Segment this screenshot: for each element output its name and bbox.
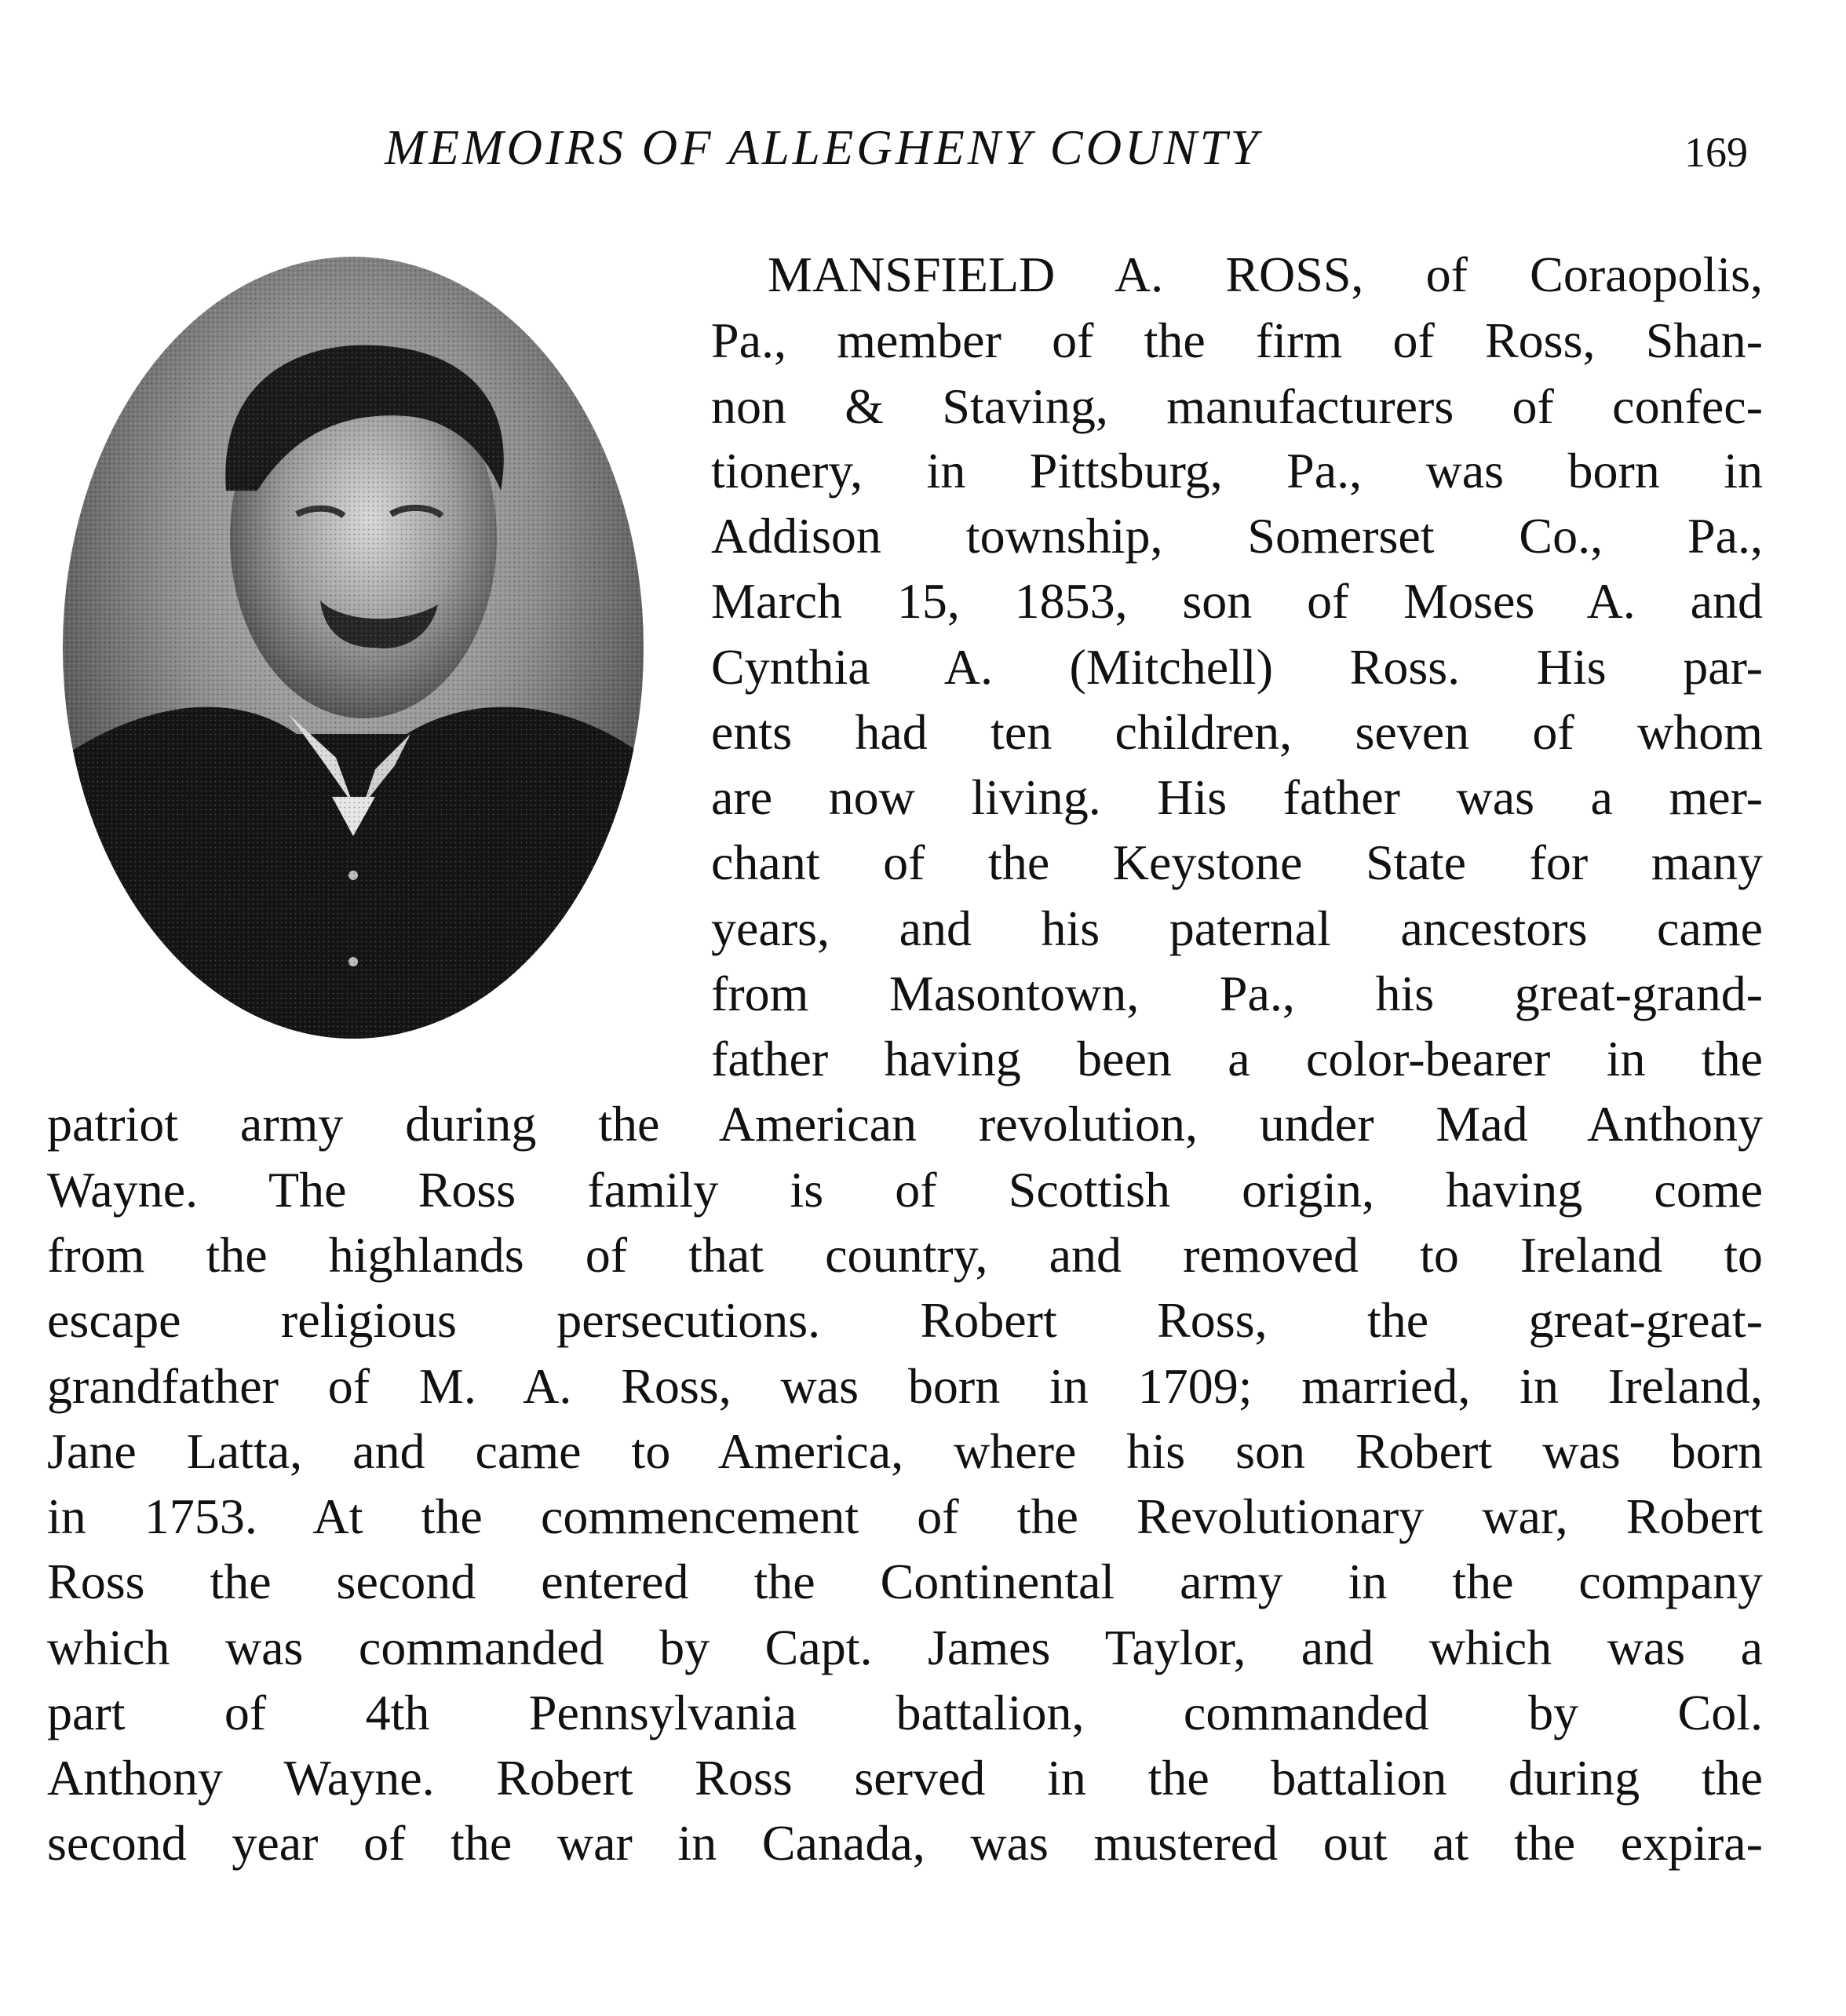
text-line-5: Addison township, Somerset Co., Pa., bbox=[711, 508, 1763, 564]
text-line-15: Wayne. The Ross family is of Scottish origin, having come bbox=[47, 1162, 1763, 1218]
text-line-3: non & Staving, manufacturers of confec- bbox=[711, 378, 1763, 434]
text-line-4: tionery, in Pittsburg, Pa., was born in bbox=[711, 443, 1763, 499]
text-line-9: are now living. His father was a mer- bbox=[711, 769, 1763, 825]
text-line-19: Jane Latta, and came to America, where his son Robert was born bbox=[47, 1423, 1763, 1479]
text-line-23: part of 4th Pennsylvania battalion, commanded by Col. bbox=[47, 1685, 1763, 1740]
page-number: 169 bbox=[1684, 129, 1748, 176]
text-line-14: patriot army during the American revolution, under Mad Anthony bbox=[47, 1096, 1763, 1152]
text-line-22: which was commanded by Capt. James Taylor, and which was a bbox=[47, 1620, 1763, 1675]
text-line-24: Anthony Wayne. Robert Ross served in the battalion during the bbox=[47, 1750, 1763, 1806]
text-line-25: second year of the war in Canada, was mustered out at the expira- bbox=[47, 1815, 1763, 1871]
text-line-7: Cynthia A. (Mitchell) Ross. His par- bbox=[711, 639, 1763, 695]
text-line-2: Pa., member of the firm of Ross, Shan- bbox=[711, 312, 1763, 368]
portrait-engraving bbox=[61, 255, 646, 1040]
portrait-photo-icon bbox=[61, 255, 646, 1040]
text-line-17: escape religious persecutions. Robert Ross, the great-great- bbox=[47, 1292, 1763, 1348]
text-line-21: Ross the second entered the Continental army in the company bbox=[47, 1554, 1763, 1609]
running-title: MEMOIRS OF ALLEGHENY COUNTY bbox=[385, 120, 1261, 175]
text-line-11: years, and his paternal ancestors came bbox=[711, 900, 1763, 956]
text-line-18: grandfather of M. A. Ross, was born in 1709; married, in Ireland, bbox=[47, 1358, 1763, 1414]
text-line-16: from the highlands of that country, and removed to Ireland to bbox=[47, 1227, 1763, 1283]
text-line-8: ents had ten children, seven of whom bbox=[711, 704, 1763, 760]
text-line-20: in 1753. At the commencement of the Revolutionary war, Robert bbox=[47, 1488, 1763, 1544]
text-line-12: from Masontown, Pa., his great-grand- bbox=[711, 966, 1763, 1021]
text-line-10: chant of the Keystone State for many bbox=[711, 835, 1763, 890]
text-line-13: father having been a color-bearer in the bbox=[711, 1031, 1763, 1087]
text-line-1: MANSFIELD A. ROSS, of Coraopolis, bbox=[768, 247, 1763, 302]
text-line-6: March 15, 1853, son of Moses A. and bbox=[711, 573, 1763, 629]
